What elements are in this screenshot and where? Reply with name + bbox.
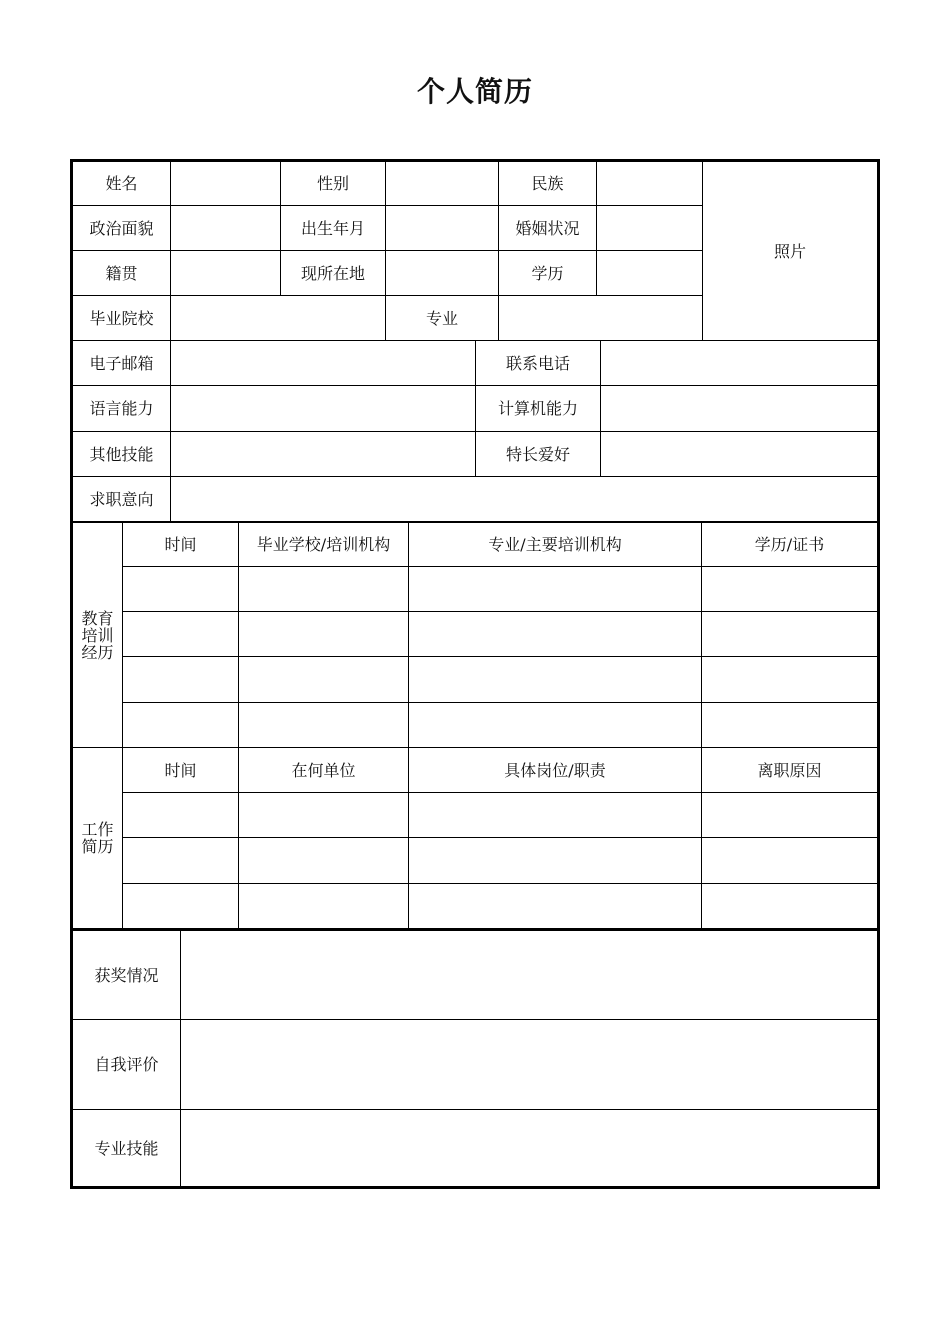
school-field[interactable] <box>171 296 385 340</box>
label-degree: 学历 <box>531 263 564 283</box>
education-label-line: 经历 <box>81 642 114 662</box>
label-school: 毕业院校 <box>89 308 154 328</box>
label-hobbies: 特长爱好 <box>505 444 570 464</box>
edu-header-major: 专业/主要培训机构 <box>488 535 622 554</box>
label-ethnicity: 民族 <box>531 174 564 193</box>
edu-header-time: 时间 <box>164 535 197 554</box>
email-field[interactable] <box>171 341 475 385</box>
label-political: 政治面貌 <box>89 218 154 238</box>
work-header-time: 时间 <box>164 760 197 780</box>
location-field[interactable] <box>386 251 498 295</box>
divider <box>122 611 877 612</box>
work-header-reason: 离职原因 <box>757 760 822 780</box>
edu-header-school: 毕业学校/培训机构 <box>256 535 391 554</box>
label-other-skills: 其他技能 <box>89 444 154 464</box>
label-pro-skills: 专业技能 <box>94 1138 159 1158</box>
work-header-company: 在何单位 <box>291 760 356 780</box>
divider <box>238 523 239 928</box>
education-label-line: 教育 <box>81 608 114 628</box>
other-skills-field[interactable] <box>171 432 475 476</box>
computer-field[interactable] <box>601 386 877 431</box>
phone-field[interactable] <box>601 341 877 385</box>
photo-box[interactable]: 照片 <box>773 241 806 261</box>
label-email: 电子邮箱 <box>89 353 154 373</box>
degree-field[interactable] <box>597 251 702 295</box>
intention-field[interactable] <box>171 477 877 521</box>
label-name: 姓名 <box>105 174 138 193</box>
divider <box>408 523 409 928</box>
birth-field[interactable] <box>386 206 498 250</box>
hobbies-field[interactable] <box>601 432 877 476</box>
ethnicity-field[interactable] <box>597 162 702 205</box>
divider <box>122 837 877 838</box>
divider <box>122 702 877 703</box>
major-field[interactable] <box>499 296 702 340</box>
label-major: 专业 <box>425 308 458 328</box>
label-language: 语言能力 <box>89 399 154 418</box>
pro-skills-field[interactable] <box>181 1110 877 1186</box>
name-field[interactable] <box>171 162 280 205</box>
divider <box>122 883 877 884</box>
label-location: 现所在地 <box>300 263 365 283</box>
label-native: 籍贯 <box>105 263 138 283</box>
political-field[interactable] <box>171 206 280 250</box>
divider <box>122 656 877 657</box>
divider <box>122 566 877 567</box>
education-label-line: 培训 <box>81 625 114 645</box>
label-self-eval: 自我评价 <box>94 1055 159 1074</box>
work-label <box>73 748 122 928</box>
label-marital: 婚姻状况 <box>515 218 580 238</box>
divider <box>122 523 123 928</box>
label-phone: 联系电话 <box>505 353 570 373</box>
page-title: 个人简历 <box>416 75 533 108</box>
label-intention: 求职意向 <box>89 489 154 509</box>
divider <box>122 792 877 793</box>
label-birth: 出生年月 <box>300 218 365 238</box>
native-field[interactable] <box>171 251 280 295</box>
education-label <box>73 523 122 747</box>
marital-field[interactable] <box>597 206 702 250</box>
self-eval-field[interactable] <box>181 1020 877 1109</box>
divider <box>701 523 702 928</box>
language-field[interactable] <box>171 386 475 431</box>
label-gender: 性别 <box>316 174 349 193</box>
awards-field[interactable] <box>181 931 877 1019</box>
gender-field[interactable] <box>386 162 498 205</box>
edu-header-certificate: 学历/证书 <box>754 535 825 554</box>
label-computer: 计算机能力 <box>497 399 578 418</box>
label-awards: 获奖情况 <box>94 965 159 985</box>
work-header-position: 具体岗位/职责 <box>504 760 606 780</box>
work-label-line: 简历 <box>81 837 114 856</box>
work-label-line: 工作 <box>81 820 114 839</box>
